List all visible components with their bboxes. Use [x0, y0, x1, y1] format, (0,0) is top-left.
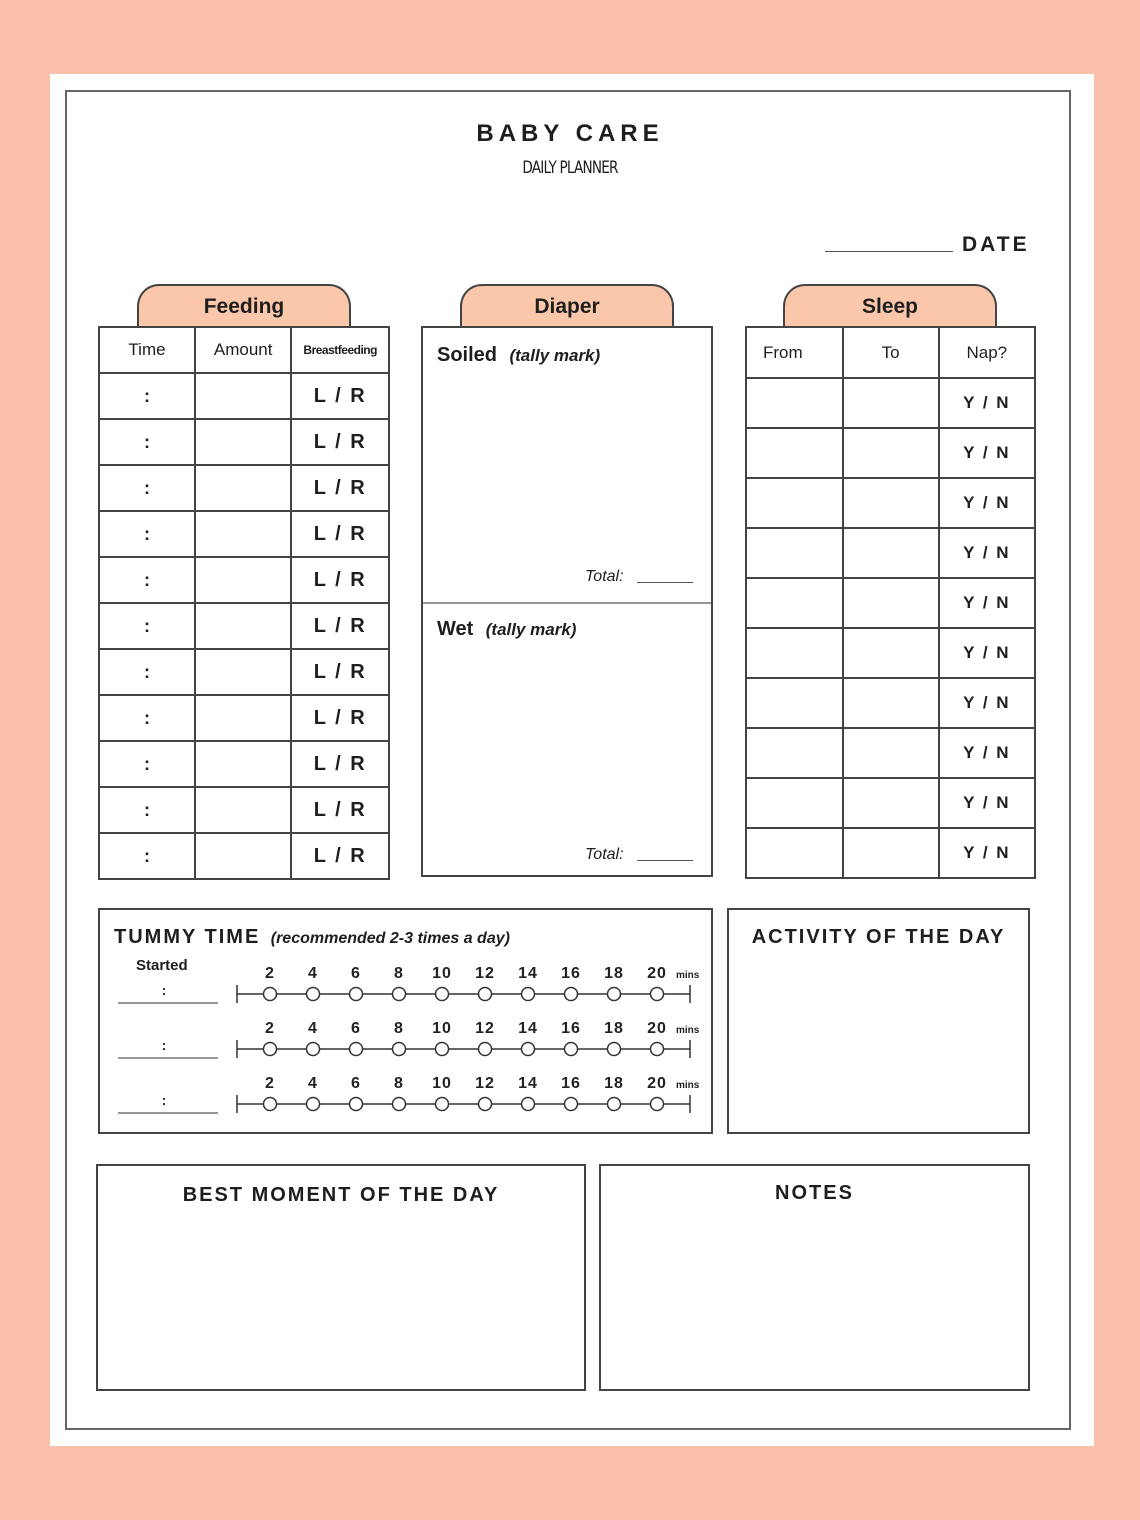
tick-circle[interactable] — [522, 1043, 535, 1056]
page-title: BABY CARE — [476, 120, 664, 147]
wet-hint: (tally mark) — [485, 620, 577, 639]
sleep-nap-cell[interactable]: Y / N — [939, 678, 1035, 728]
sleep-col-from: From — [746, 327, 843, 378]
sleep-row — [746, 378, 1035, 428]
feeding-time-cell[interactable]: : — [99, 649, 195, 695]
feeding-side-cell[interactable]: L / R — [291, 695, 389, 741]
feeding-side-cell[interactable]: L / R — [291, 373, 389, 419]
sleep-from-cell[interactable] — [746, 778, 843, 828]
tick-label: 4 — [308, 1075, 318, 1092]
feeding-amount-cell[interactable] — [195, 695, 291, 741]
feeding-side-cell[interactable]: L / R — [291, 419, 389, 465]
best-moment-title: BEST MOMENT OF THE DAY — [182, 1184, 500, 1206]
tummy-time-title: TUMMY TIME — [114, 926, 261, 948]
feeding-side-cell[interactable]: L / R — [291, 511, 389, 557]
feeding-side-cell[interactable]: L / R — [291, 603, 389, 649]
started-time-colon: : — [161, 1037, 167, 1053]
feeding-row — [99, 741, 389, 787]
sleep-to-cell[interactable] — [843, 628, 939, 678]
soiled-hint: (tally mark) — [509, 346, 601, 365]
tick-circle[interactable] — [307, 1098, 320, 1111]
feeding-row — [99, 649, 389, 695]
sleep-from-cell[interactable] — [746, 628, 843, 678]
tick-circle[interactable] — [651, 1043, 664, 1056]
sleep-nap-cell[interactable]: Y / N — [939, 378, 1035, 428]
started-label: Started — [136, 957, 188, 974]
feeding-time-cell[interactable]: : — [99, 787, 195, 833]
sleep-nap-cell[interactable]: Y / N — [939, 778, 1035, 828]
wet-total-label: Total: — [585, 846, 624, 863]
feeding-amount-cell[interactable] — [195, 741, 291, 787]
tick-label: 14 — [518, 1020, 538, 1037]
tick-label: 8 — [394, 1020, 404, 1037]
tick-circle[interactable] — [565, 1043, 578, 1056]
feeding-row — [99, 787, 389, 833]
tick-circle[interactable] — [393, 1043, 406, 1056]
tick-label: 20 — [647, 1075, 667, 1092]
tick-circle[interactable] — [479, 1043, 492, 1056]
sleep-nap-cell[interactable]: Y / N — [939, 478, 1035, 528]
feeding-time-cell[interactable]: : — [99, 419, 195, 465]
soiled-tally-area[interactable] — [437, 384, 697, 564]
tick-label: 18 — [604, 1075, 624, 1092]
tummy-time-tracks — [100, 910, 711, 1132]
tick-circle[interactable] — [436, 988, 449, 1001]
tummy-time-hint: (recommended 2-3 times a day) — [270, 930, 510, 947]
tick-label: 18 — [604, 1020, 624, 1037]
sleep-from-cell[interactable] — [746, 428, 843, 478]
feeding-time-cell[interactable]: : — [99, 465, 195, 511]
sleep-row — [746, 678, 1035, 728]
sleep-nap-cell[interactable]: Y / N — [939, 628, 1035, 678]
best-moment-panel[interactable] — [96, 1164, 586, 1391]
feeding-col-amount: Amount — [195, 327, 291, 373]
wet-heading — [437, 618, 576, 641]
mins-label: mins — [676, 1080, 700, 1091]
sleep-nap-cell[interactable]: Y / N — [939, 428, 1035, 478]
tick-circle[interactable] — [608, 988, 621, 1001]
feeding-row — [99, 373, 389, 419]
feeding-time-cell[interactable]: : — [99, 511, 195, 557]
sleep-from-cell[interactable] — [746, 578, 843, 628]
wet-total-field[interactable] — [637, 860, 693, 861]
feeding-row — [99, 419, 389, 465]
feeding-amount-cell[interactable] — [195, 419, 291, 465]
tick-label: 20 — [647, 965, 667, 982]
tick-label: 14 — [518, 965, 538, 982]
diaper-panel — [421, 326, 713, 877]
sleep-row — [746, 528, 1035, 578]
sleep-nap-cell[interactable]: Y / N — [939, 728, 1035, 778]
tick-label: 14 — [518, 1075, 538, 1092]
soiled-label: Soiled — [437, 344, 498, 366]
tick-label: 18 — [604, 965, 624, 982]
tick-circle[interactable] — [651, 988, 664, 1001]
feeding-row — [99, 465, 389, 511]
tick-label: 2 — [265, 1020, 275, 1037]
sleep-nap-cell[interactable]: Y / N — [939, 578, 1035, 628]
tick-label: 2 — [265, 965, 275, 982]
tick-circle[interactable] — [522, 988, 535, 1001]
sleep-nap-cell[interactable]: Y / N — [939, 828, 1035, 878]
date-label: DATE — [962, 233, 1030, 256]
feeding-row — [99, 557, 389, 603]
tick-label: 6 — [351, 965, 361, 982]
feeding-time-cell[interactable]: : — [99, 373, 195, 419]
tick-label: 6 — [351, 1075, 361, 1092]
tick-label: 4 — [308, 965, 318, 982]
tick-label: 10 — [432, 965, 452, 982]
feeding-amount-cell[interactable] — [195, 787, 291, 833]
sleep-to-cell[interactable] — [843, 528, 939, 578]
tick-label: 20 — [647, 1020, 667, 1037]
feeding-amount-cell[interactable] — [195, 833, 291, 879]
sleep-from-cell[interactable] — [746, 678, 843, 728]
sleep-to-cell[interactable] — [843, 678, 939, 728]
mins-label: mins — [676, 1025, 700, 1036]
started-time-colon: : — [161, 1092, 167, 1108]
tick-label: 2 — [265, 1075, 275, 1092]
activity-title: ACTIVITY OF THE DAY — [751, 926, 1006, 948]
tick-circle[interactable] — [608, 1098, 621, 1111]
tick-circle[interactable] — [522, 1098, 535, 1111]
sleep-row — [746, 428, 1035, 478]
tick-label: 12 — [475, 1075, 495, 1092]
tick-label: 12 — [475, 965, 495, 982]
sleep-to-cell[interactable] — [843, 428, 939, 478]
tick-label: 16 — [561, 1075, 581, 1092]
tick-circle[interactable] — [264, 1043, 277, 1056]
feeding-side-cell[interactable]: L / R — [291, 787, 389, 833]
tick-circle[interactable] — [651, 1098, 664, 1111]
sleep-row — [746, 628, 1035, 678]
page-subtitle: DAILY PLANNER — [522, 158, 618, 178]
feeding-row — [99, 695, 389, 741]
tick-label: 6 — [351, 1020, 361, 1037]
sleep-to-cell[interactable] — [843, 478, 939, 528]
feeding-time-cell[interactable]: : — [99, 603, 195, 649]
wet-label: Wet — [437, 618, 474, 640]
sleep-from-cell[interactable] — [746, 728, 843, 778]
sleep-from-cell[interactable] — [746, 478, 843, 528]
tick-circle[interactable] — [479, 1098, 492, 1111]
sleep-from-cell[interactable] — [746, 378, 843, 428]
feeding-time-cell[interactable]: : — [99, 833, 195, 879]
notes-panel[interactable] — [599, 1164, 1030, 1391]
feeding-tab: Feeding — [137, 284, 351, 328]
tick-circle[interactable] — [264, 988, 277, 1001]
tick-circle[interactable] — [307, 1043, 320, 1056]
diaper-tab: Diaper — [460, 284, 674, 328]
feeding-side-cell[interactable]: L / R — [291, 649, 389, 695]
started-time-colon: : — [161, 982, 167, 998]
sleep-nap-cell[interactable]: Y / N — [939, 528, 1035, 578]
tick-label: 10 — [432, 1020, 452, 1037]
tick-circle[interactable] — [350, 1098, 363, 1111]
tick-circle[interactable] — [565, 1098, 578, 1111]
feeding-time-cell[interactable]: : — [99, 557, 195, 603]
sleep-row — [746, 828, 1035, 878]
sleep-to-cell[interactable] — [843, 778, 939, 828]
feeding-amount-cell[interactable] — [195, 557, 291, 603]
feeding-col-breastfeeding: Breastfeeding — [291, 327, 389, 373]
date-field[interactable] — [825, 251, 953, 252]
sleep-from-cell[interactable] — [746, 528, 843, 578]
tick-circle[interactable] — [479, 988, 492, 1001]
tummy-time-panel — [98, 908, 713, 1134]
feeding-side-cell[interactable]: L / R — [291, 557, 389, 603]
sleep-row — [746, 478, 1035, 528]
soiled-total-field[interactable] — [637, 582, 693, 583]
sleep-to-cell[interactable] — [843, 578, 939, 628]
feeding-side-cell[interactable]: L / R — [291, 741, 389, 787]
tick-circle[interactable] — [350, 988, 363, 1001]
tick-circle[interactable] — [608, 1043, 621, 1056]
feeding-col-time: Time — [99, 327, 195, 373]
tick-circle[interactable] — [264, 1098, 277, 1111]
mins-label: mins — [676, 970, 700, 981]
feeding-time-cell[interactable]: : — [99, 695, 195, 741]
sleep-tab: Sleep — [783, 284, 997, 328]
tick-circle[interactable] — [436, 1098, 449, 1111]
tick-circle[interactable] — [393, 1098, 406, 1111]
tick-label: 8 — [394, 1075, 404, 1092]
feeding-row — [99, 511, 389, 557]
feeding-table — [98, 326, 390, 880]
sleep-table — [745, 326, 1036, 879]
tick-label: 16 — [561, 1020, 581, 1037]
tick-circle[interactable] — [436, 1043, 449, 1056]
tick-circle[interactable] — [393, 988, 406, 1001]
sleep-to-cell[interactable] — [843, 378, 939, 428]
notes-title: NOTES — [775, 1182, 854, 1204]
tick-label: 4 — [308, 1020, 318, 1037]
feeding-amount-cell[interactable] — [195, 649, 291, 695]
feeding-time-cell[interactable]: : — [99, 741, 195, 787]
diaper-divider — [423, 602, 711, 604]
sleep-to-cell[interactable] — [843, 828, 939, 878]
tick-label: 8 — [394, 965, 404, 982]
feeding-amount-cell[interactable] — [195, 603, 291, 649]
feeding-amount-cell[interactable] — [195, 465, 291, 511]
activity-panel[interactable] — [727, 908, 1030, 1134]
tick-label: 12 — [475, 1020, 495, 1037]
tick-circle[interactable] — [307, 988, 320, 1001]
soiled-heading — [437, 344, 600, 367]
sleep-row — [746, 778, 1035, 828]
soiled-total-label: Total: — [585, 568, 624, 585]
tick-circle[interactable] — [350, 1043, 363, 1056]
sleep-from-cell[interactable] — [746, 828, 843, 878]
sleep-col-nap: Nap? — [939, 327, 1035, 378]
sleep-col-to: To — [843, 327, 939, 378]
feeding-side-cell[interactable]: L / R — [291, 465, 389, 511]
tick-label: 16 — [561, 965, 581, 982]
sleep-row — [746, 728, 1035, 778]
sleep-to-cell[interactable] — [843, 728, 939, 778]
feeding-side-cell[interactable]: L / R — [291, 833, 389, 879]
feeding-amount-cell[interactable] — [195, 373, 291, 419]
feeding-row — [99, 833, 389, 879]
sleep-row — [746, 578, 1035, 628]
feeding-amount-cell[interactable] — [195, 511, 291, 557]
tick-label: 10 — [432, 1075, 452, 1092]
feeding-row — [99, 603, 389, 649]
tick-circle[interactable] — [565, 988, 578, 1001]
wet-tally-area[interactable] — [437, 658, 697, 838]
